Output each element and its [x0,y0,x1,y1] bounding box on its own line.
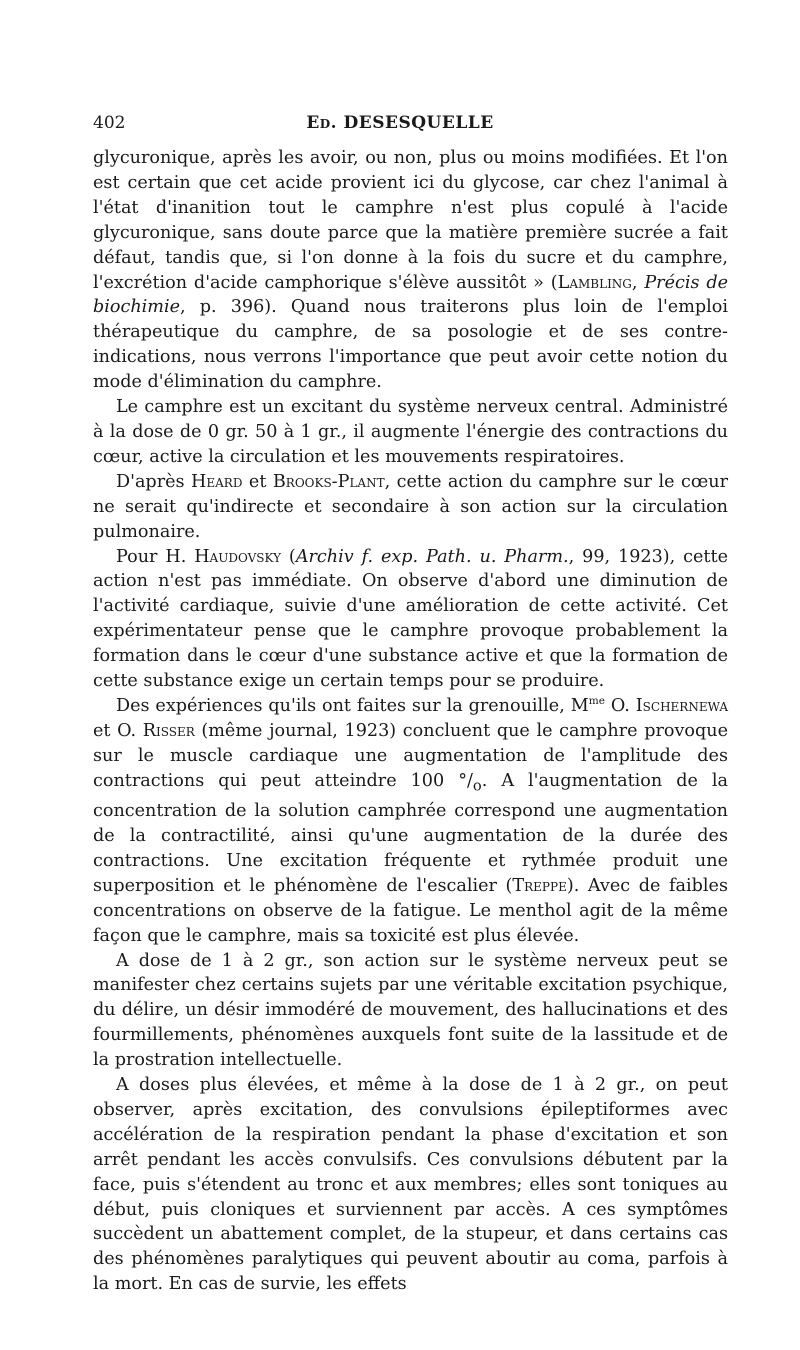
author-name: Brooks-Plant [272,471,385,492]
text-run: , [631,272,645,293]
italic-citation: Archiv f. exp. Path. u. Pharm. [295,546,569,567]
page-header [93,113,707,137]
text-run: (même journal, 1923) concluent que le camphre provoque sur le muscle cardiaque une augmentation de l'amplitude des contractions qui peut atteindre 100 °/ [93,720,729,791]
text-run: et [242,471,273,492]
paragraph [93,395,728,470]
text-run: glycuronique, après les avoir, ou non, plus ou moins modifiées. Et l'on est certain que cet acide provient ici du glycose, car chez l'animal à l'état d'inanition tout le camphre n'est plus copulé à l'acide glycuronique, sans doute parce que la matière première sucrée a fait défaut, tandis que, si l'on donne à la fois du sucre et du camphre, l'excrétion d'acide camphorique s'élève aussitôt » ( [93,148,728,293]
text-run: , cette action du camphre sur le cœur ne serait qu'indirecte et secondaire à son action sur la circulation pulmonaire. [93,471,729,542]
subscript: o [472,777,482,795]
text-run: ). Avec de faibles concentrations on observe de la fatigue. Le menthol agit de la même façon que le camphre, mais sa toxicité est plus élevée. [93,875,728,946]
page-number: 402 [93,113,126,133]
superscript: me [588,695,605,708]
text-run: A doses plus élevées, et même à la dose de 1 à 2 gr., on peut observer, après excitation, des convulsions épileptiformes avec accélération de la respiration pendant la phase d'excitation et son arrêt pendant les accès convulsifs. Ces convulsions débutent par la face, puis s'étendent au tronc et aux membres; elles sont toniques au début, puis cloniques et surviennent par accès. A ces symptômes succèdent un abattement complet, de la stupeur, et dans certains cas des phénomènes paralytiques qui peuvent aboutir au coma, parfois à la mort. En cas de survie, les effets [93,1075,728,1295]
paragraph [93,470,728,545]
running-head: Ed. DESESQUELLE [306,113,494,133]
italic-citation: Précis de biochimie [93,272,729,318]
text-run: A dose de 1 à 2 gr., son action sur le système nerveux peut se manifester chez certains sujets par une véritable excitation psychique, du délire, un désir immodéré de mouvement, des hallucinations et des fourmillements, phénomènes auxquels font suite de la lassitude et de la prostration intellectuelle. [93,950,728,1071]
paragraph [93,694,728,949]
author-name: Haudovsky [194,546,282,567]
paragraph [93,1073,728,1297]
author-name: Treppe [512,875,567,896]
text-run: Pour H. [116,546,195,567]
text-run: . A l'augmentation de la concentration de la solution camphrée correspond une augmentation de la contractilité, ainsi qu'une augmentation de la durée des contractions. Une excitation fréquente et rythmée produit une superposition et le phénomène de l'escalier ( [93,770,728,896]
text-run: D'après [116,471,192,492]
text-run: , p. 396). Quand nous traiterons plus loin de l'emploi thérapeutique du camphre, de sa posologie et de ses contre-indications, nous verrons l'importance que peut avoir cette notion du mode d'élimination du camphre. [93,297,728,393]
paragraph [93,949,728,1074]
author-name: Lambling [557,272,632,293]
author-name: Risser [142,720,195,741]
author-name: Heard [191,471,243,492]
text-run: Le camphre est un excitant du système nerveux central. Administré à la dose de 0 gr. 50 à 1 gr., il augmente l'énergie des contractions du cœur, active la circulation et les mouvements respiratoires. [93,397,728,467]
text-run: et O. [93,720,143,741]
text-run: Des expériences qu'ils ont faites sur la grenouille, M [116,695,589,716]
text-run: , 99, 1923), cette action n'est pas immédiate. On observe d'abord une diminution de l'activité cardiaque, suivie d'une amélioration de cette activité. Cet expérimentateur pense que le camphre provoque probablement la formation dans le cœur d'une substance active et que la formation de cette substance exige un certain temps pour se produire. [93,546,728,692]
author-name: Ischernewa [635,695,729,716]
paragraph [93,545,728,694]
paragraph [93,146,728,395]
text-run: ( [281,546,296,567]
body-text [93,146,728,1297]
text-run: O. [604,695,636,716]
